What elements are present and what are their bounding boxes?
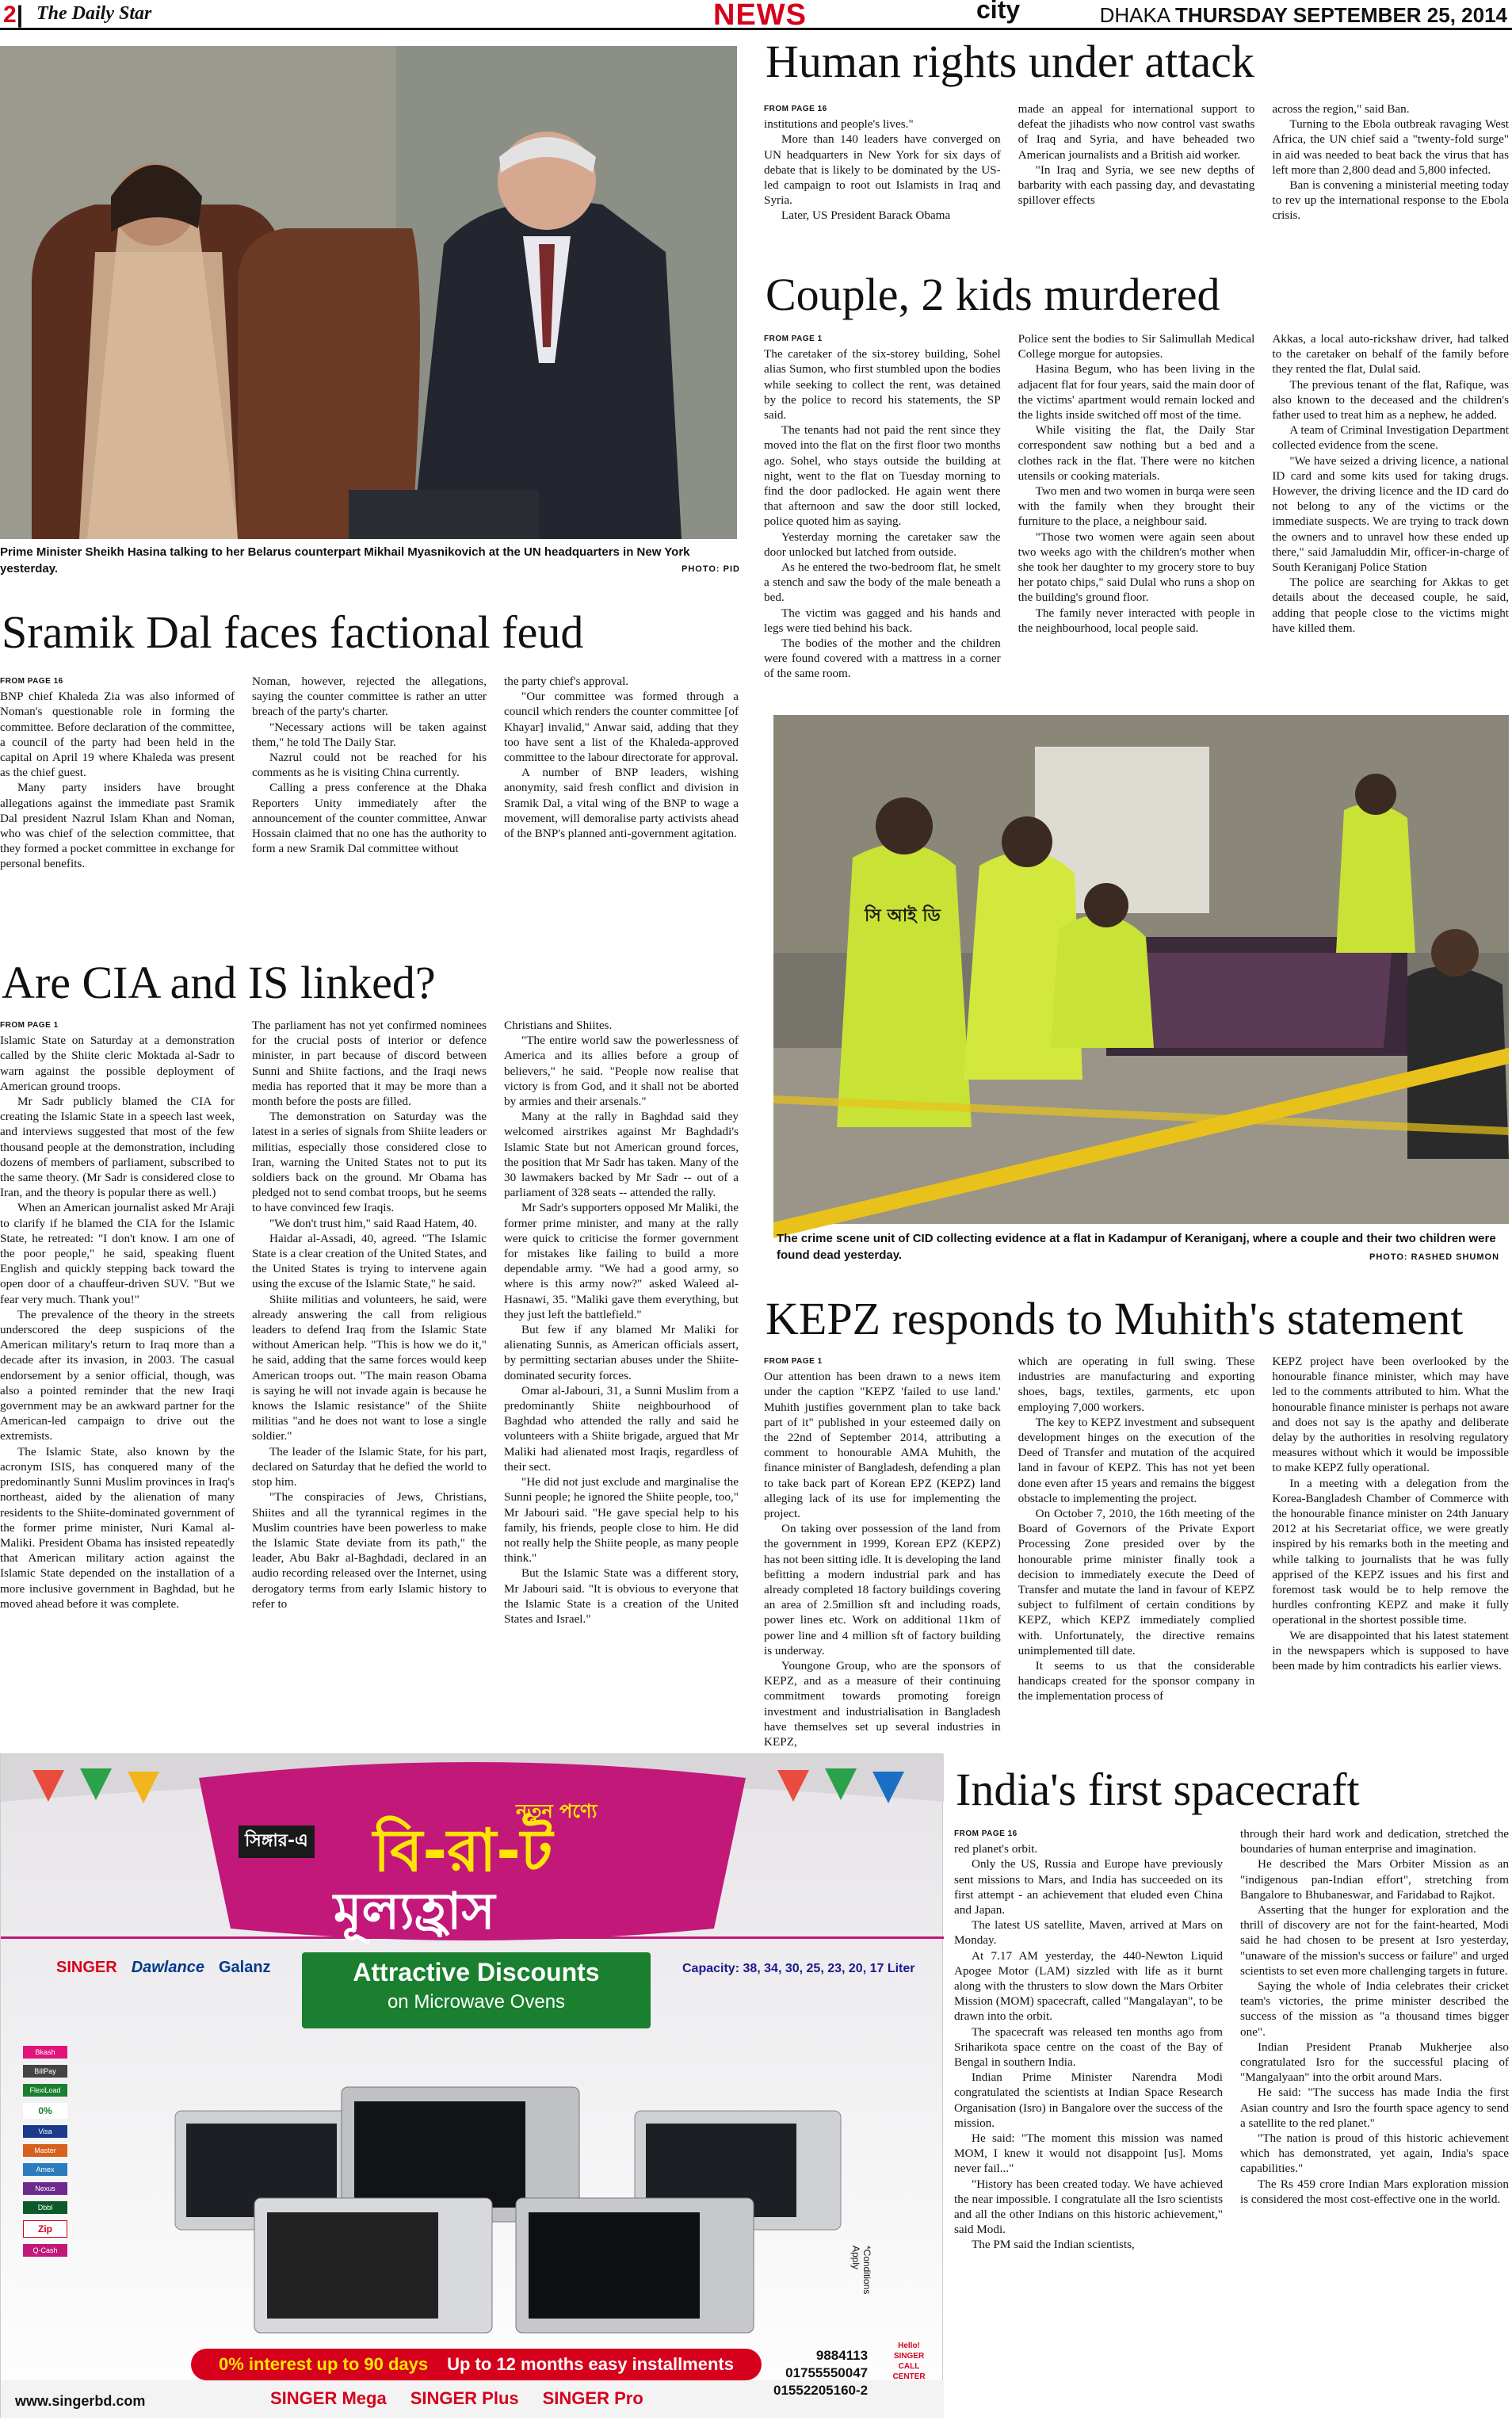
microwave-ovens-image bbox=[159, 2079, 857, 2349]
paragraph: But few if any blamed Mr Maliki for alienating Sunnis, as American officials assert, by permitting sectarian abuses under the Shiite-dominated security forces. bbox=[504, 1323, 739, 1382]
paragraph: Only the US, Russia and Europe have previously sent missions to Mars, and India has succeeded on its first attempt - an achievement that eluded even China and Japan. bbox=[954, 1857, 1223, 1917]
paragraph: through their hard work and dedication, stretched the boundaries of human enterprise and imagination. bbox=[1240, 1827, 1509, 1856]
ad-website[interactable]: www.singerbd.com bbox=[15, 2393, 146, 2409]
paragraph: Noman, however, rejected the allegations, saying the counter committee is rather an utter breach of the party's charter. bbox=[252, 675, 487, 719]
paragraph: Hasina Begum, who has been living in the adjacent flat for four years, said the main door of the victims' apartment would remain locked and the lights inside switched off most of the time. bbox=[1018, 362, 1255, 422]
paragraph: The Rs 459 crore Indian Mars exploration mission is considered the most cost-effective one in the world. bbox=[1240, 2177, 1509, 2206]
article-couple-murdered bbox=[764, 331, 1509, 698]
paragraph: "He did not just exclude and marginalise the Sunni people; he ignored the Shiite people, too," Mr Jabouri said. "He gave special help to his family, his friends, people close to him. He did not really help the Shiite people, as many people think." bbox=[504, 1475, 739, 1566]
ad-logos bbox=[270, 2388, 643, 2409]
article-column bbox=[1018, 331, 1255, 698]
ad-phones bbox=[773, 2347, 868, 2399]
paragraph: The key to KEPZ investment and subsequent development hinges on the execution of the Deed of Transfer and mutation of the acquired land in favour of KEPZ. This has not yet been done even after 15 years and remains the biggest obstacle to implementing the project. bbox=[1018, 1415, 1255, 1505]
paragraph: made an appeal for international support to defeat the jihadists who now control vast swaths of Iraq and Syria, and have beheaded two American journalists and a British aid worker. bbox=[1018, 102, 1255, 162]
paragraph: Youngone Group, who are the sponsors of KEPZ, and as a measure of their continuing commitment towards promoting foreign investment and industrialisation in Bangladesh have themselves set up several industries in KEPZ, bbox=[764, 1659, 1001, 1749]
paragraph: Nazrul could not be reached for his comments as he is visiting China currently. bbox=[252, 751, 487, 780]
badge: Visa bbox=[23, 2125, 67, 2138]
ad-banner-sub: মূল্যহ্রাস bbox=[334, 1883, 495, 1941]
paragraph: Islamic State on Saturday at a demonstration called by the Shiite cleric Moktada al-Sadr to warn against the possible deployment of American ground troops. bbox=[0, 1034, 235, 1093]
paragraph: Mr Sadr's supporters opposed Mr Maliki, the former prime minister, and many at the rally were quick to criticise the former government for mistakes like failing to build a more dependable army. "We had a good army, so where is this army now?" asked Waleed al-Hasnawi, 35. "Maliki gave them everything, but they just left the battlefield." bbox=[504, 1201, 739, 1321]
article-column bbox=[764, 331, 1001, 698]
photo-pm-meeting bbox=[0, 46, 737, 539]
brand-galanz: Galanz bbox=[218, 1959, 271, 1976]
paragraph: The victim was gagged and his hands and legs were tied behind his back. bbox=[764, 606, 1001, 635]
paragraph: The parliament has not yet confirmed nominees for the crucial posts of interior or defence minister, in part because of discord between Sunni and Shiite factions, and the Iraqi news media has reported that it may be more than a month before the posts are filled. bbox=[252, 1019, 487, 1109]
paragraph: On October 7, 2010, the 16th meeting of the Board of Governors of the Private Export Processing Zone presided over by the honourable prime minister finally took a decision to immediately execute the Deed of Transfer and mutate the land in favour of KEPZ subject to fulfilment of certain conditions by KEPZ, which KEPZ immediately complied with. Unfortunately, the directive remains unimplemented till date. bbox=[1018, 1507, 1255, 1657]
from-page-label: FROM PAGE 1 bbox=[764, 1357, 823, 1366]
paragraph: The demonstration on Saturday was the latest in a series of signals from Shiite leaders or militias, especially those considered close to Iran, warning the United States not to put its soldiers back on the ground. Mr Obama has pledged not to send combat troops, but he seems to have convinced few Iraqis. bbox=[252, 1110, 487, 1215]
ad-banner-main: বি-রা-ট bbox=[373, 1817, 553, 1885]
paragraph: Akkas, a local auto-rickshaw driver, had talked to the caretaker on behalf of the family before they rented the flat, Dulal said. bbox=[1272, 332, 1510, 377]
badge: Bkash bbox=[23, 2046, 67, 2059]
badge: Dbbl bbox=[23, 2201, 67, 2214]
article-column bbox=[0, 674, 235, 935]
brand-dawlance: Dawlance bbox=[131, 1959, 204, 1976]
page-number: 2| bbox=[3, 2, 24, 28]
badge: Nexus bbox=[23, 2182, 67, 2195]
ad-headline-box bbox=[302, 1952, 651, 2028]
paragraph: Shiite militias and volunteers, he said, were already answering the call from religious leaders to defend Iraq from the Islamic State without American help. "This is how we do it," he said, adding that the same forces would keep American troops out. "The main reason Obama is saying he will not invade again is because he knows the Islamic resistance" of the Shiite militias "and he does not want to lose a single soldier." bbox=[252, 1292, 487, 1443]
paragraph: A number of BNP leaders, wishing anonymity, said fresh conflict and division in Sramik Dal, a vital wing of the BNP to wage a movement, will demoralise party activists ahead of the BNP's planned anti-government agitation. bbox=[504, 766, 739, 841]
from-page-label: FROM PAGE 1 bbox=[0, 1021, 59, 1030]
ad-conditions: *Conditions Apply bbox=[850, 2246, 872, 2295]
photo-crime-scene bbox=[773, 715, 1509, 1224]
article-column bbox=[1240, 1826, 1509, 2416]
paragraph: We are disappointed that his latest statement in the newspapers which is supposed to have been made by him contradicts his earlier views. bbox=[1272, 1628, 1510, 1673]
paragraph: Calling a press conference at the Dhaka Reporters Unity immediately after the announcement of the counter committee, Anwar Hossain claimed that no one has the authority to form a new Sramik Dal committee without bbox=[252, 781, 487, 856]
badge: Master bbox=[23, 2144, 67, 2157]
paragraph: "Necessary actions will be taken against them," he told The Daily Star. bbox=[252, 720, 487, 749]
ad-brands bbox=[56, 1959, 271, 1977]
sub-section-title: city bbox=[976, 0, 1021, 24]
article-column bbox=[1272, 1354, 1509, 1741]
ad-subheadline: on Microwave Ovens bbox=[387, 1991, 566, 2013]
paragraph: Christians and Shiites. bbox=[504, 1019, 613, 1032]
paragraph: Indian Prime Minister Narendra Modi congratulated the scientists at Indian Space Research Organisation (Isro) in Bangalore over the success of the mission. bbox=[954, 2070, 1223, 2130]
logo-singer-pro: SINGER Pro bbox=[542, 2388, 643, 2408]
ad-interest: 0% interest up to 90 days bbox=[219, 2354, 429, 2374]
paragraph: "The nation is proud of this historic achievement which has demonstrated, yet again, India's space capabilities." bbox=[1240, 2131, 1509, 2176]
article-human-rights bbox=[764, 101, 1509, 252]
article-cia-is bbox=[0, 1018, 739, 1741]
paragraph: Turning to the Ebola outbreak ravaging West Africa, the UN chief said a "twenty-fold surge" in aid was needed to beat back the virus that has left more than 2,800 dead and 5,800 infected. bbox=[1272, 117, 1510, 177]
ad-installments: Up to 12 months easy installments bbox=[447, 2354, 734, 2374]
paragraph: Two men and two women in burqa were seen with the family when they brought their furniture to the place, a neighbour said. bbox=[1018, 484, 1255, 529]
paragraph: "History has been created today. We have achieved the near impossible. I congratulate all the Isro scientists and all the other Indians on this historic achievement," said Modi. bbox=[954, 2177, 1223, 2237]
paragraph: Mr Sadr publicly blamed the CIA for creating the Islamic State in a speech last week, and interviews suggested that most of the few thousand people at the demonstration, including dozens of members of parliament, subscribed to the same theory. (Mr Sadr is considered close to Iran, and the theory is popular there as well.) bbox=[0, 1095, 235, 1200]
photo-pm-meeting-caption: Prime Minister Sheikh Hasina talking to her Belarus counterpart Mikhail Myasnikovich at the UN headquarters in New York yesterday. bbox=[0, 545, 690, 575]
headline-sramik-dal: Sramik Dal faces factional feud bbox=[2, 606, 584, 658]
paragraph: "Those two women were again seen about two weeks ago with the children's mother when she took her daughter to my grocery store to buy her potato chips," said Dulal who runs a shop on the building's ground floor. bbox=[1018, 529, 1255, 605]
paragraph: The bodies of the mother and the children were found covered with a mattress in a corner of the same room. bbox=[764, 637, 1001, 681]
photo-crime-scene-caption: The crime scene unit of CID collecting evidence at a flat in Kadampur of Keraniganj, where a couple and their two children were found dead yesterday. bbox=[777, 1232, 1496, 1262]
paragraph: Yesterday morning the caretaker saw the door unlocked but latched from outside. bbox=[764, 529, 1001, 559]
paragraph: Our attention has been drawn to a news item under the caption "KEPZ 'failed to use land.' Muhith justifies government plan to take back part of it" published in your esteemed daily on the 22nd of September 2014, attributing a comment to honourable AMA Muhith, the finance minister of Bangladesh, defending a plan to take back part of Korean EPZ (KEPZ) land alleging lack of its use for implementing the project. bbox=[764, 1370, 1001, 1521]
article-column bbox=[764, 101, 1001, 252]
ad-call-center: Hello! SINGER CALL CENTER bbox=[892, 2342, 926, 2381]
logo-singer-mega: SINGER Mega bbox=[270, 2388, 387, 2408]
from-page-label: FROM PAGE 16 bbox=[954, 1829, 1018, 1838]
paragraph: institutions and people's lives." bbox=[764, 117, 914, 132]
paragraph: The caretaker of the six-storey building, Sohel alias Sumon, who first stumbled upon the bodies while seeking to collect the rent, was detained by the police to record his statements, the SP said. bbox=[764, 347, 1001, 422]
paragraph: The PM said the Indian scientists, bbox=[972, 2238, 1135, 2252]
ad-payment-badges bbox=[23, 2046, 67, 2257]
paragraph: KEPZ project have been overlooked by the honourable finance minister, which may have led to the comments attributed to him. What the honourable finance minister is perhaps not aware and does not say is the apathy and deliberate delay by the authorities in resolving regulatory measures without which it would be impossible to make KEPZ fully operational. bbox=[1272, 1355, 1510, 1475]
paragraph: In a meeting with a delegation from the Korea-Bangladesh Chamber of Commerce with the honourable finance minister on 24th January 2012 at his Secretariat office, we were greatly inspired by his remarks both in the meeting and while talking to journalists that he was fully apprised of the KEPZ issues and his first and foremost task would be to help remove the hurdles confronting KEPZ and make it fully operational in the shortest possible time. bbox=[1272, 1476, 1510, 1627]
logo-singer-plus: SINGER Plus bbox=[410, 2388, 519, 2408]
badge: 0% bbox=[23, 2103, 67, 2119]
badge: Zip bbox=[23, 2220, 67, 2238]
paragraph: red planet's orbit. bbox=[954, 1842, 1038, 1856]
paragraph: "We have seized a driving licence, a national ID card and some kits used for taking drugs. However, the driving licence and the ID card do not belong to any of the victims or the immediate suspects. We are trying to track down the owners and to unravel how these ended up there," said Jamaluddin Mir, officer-in-charge of South Keraniganj Police Station bbox=[1272, 453, 1510, 575]
masthead bbox=[0, 0, 1512, 30]
ad-singer-tag: সিঙ্গার-এ bbox=[239, 1826, 315, 1858]
paragraph: A team of Criminal Investigation Department collected evidence from the scene. bbox=[1272, 423, 1510, 453]
ad-phone: 9884113 bbox=[815, 2348, 869, 2363]
paragraph: But the Islamic State was a different story, Mr Jabouri said. "It is obvious to everyone that the Islamic State is a creation of the United States and Israel." bbox=[504, 1566, 739, 1626]
paragraph: The tenants had not paid the rent since they moved into the flat on the first floor two months ago. Sohel, who stays outside the building at night, went to the flat on Tuesday morning to find the door padlocked. He again went there that afternoon and saw the door still locked, police quoted him as saying. bbox=[764, 423, 1001, 529]
ad-offer-bar bbox=[191, 2349, 762, 2380]
article-column bbox=[1018, 101, 1255, 252]
article-column bbox=[764, 1354, 1001, 1749]
paragraph: "The conspiracies of Jews, Christians, Shiites and all the tyrannical regimes in the Muslim countries have been powerless to make the Islamic State deviate from its path," the leader, Abu Bakr al-Baghdadi, declared in an audio recording released over the Internet, using derogatory terms from early Islamic history to refer to bbox=[252, 1490, 487, 1611]
singer-advertisement[interactable] bbox=[0, 1753, 943, 2418]
headline-human-rights: Human rights under attack bbox=[766, 36, 1254, 87]
article-column bbox=[504, 674, 739, 935]
paragraph: Later, US President Barack Obama bbox=[781, 208, 951, 223]
paragraph: across the region," said Ban. bbox=[1272, 102, 1410, 116]
paragraph: When an American journalist asked Mr Araji to clarify if he blamed the CIA for the Islamic State, he retreated: "I don't know. I am one of the poor people," he said, speaking fluent English and quickly stepping back toward the open door of a chauffeur-driven SUV. "But we fear very much. Thank you!" bbox=[0, 1201, 235, 1306]
paragraph: "The entire world saw the powerlessness of America and its allies before a group of believers," he said. "People now realise that victory is from God, and it shall not be aborted by armies and their arsenals." bbox=[504, 1034, 739, 1109]
photo-crime-scene-credit: PHOTO: RASHED SHUMON bbox=[1369, 1252, 1500, 1262]
article-column bbox=[1272, 101, 1509, 252]
vest-text: সি আই ডি bbox=[865, 906, 941, 926]
badge: Amex bbox=[23, 2163, 67, 2176]
paragraph: More than 140 leaders have converged on UN headquarters in New York for six days of debate that is likely to be dominated by the US-led campaign to root out Islamists in Iraq and Syria. bbox=[764, 132, 1001, 208]
paragraph: the party chief's approval. bbox=[504, 675, 629, 688]
paragraph: The latest US satellite, Maven, arrived at Mars on Monday. bbox=[954, 1918, 1223, 1948]
ad-banner-small: নতুন পণ্যে bbox=[516, 1800, 598, 1822]
paragraph: Indian President Pranab Mukherjee also congratulated Isro for the successful placing of "Mangalyaan" into the orbit around Mars. bbox=[1240, 2040, 1509, 2085]
paper-name: The Daily Star bbox=[36, 3, 152, 24]
paragraph: The police are searching for Akkas to get details about the deceased couple, he said, adding that people close to the victims might have killed them. bbox=[1272, 575, 1510, 635]
dateline: DHAKA THURSDAY SEPTEMBER 25, 2014 bbox=[1099, 3, 1507, 27]
article-column bbox=[252, 674, 487, 935]
headline-india-spacecraft: India's first spacecraft bbox=[956, 1764, 1360, 1815]
article-column bbox=[504, 1018, 739, 1741]
paragraph: As he entered the two-bedroom flat, he smelt a stench and saw the body of the male beneath a bed. bbox=[764, 560, 1001, 605]
paragraph: BNP chief Khaleda Zia was also informed of Noman's questionable role in forming the committee. Before declaration of the committee, a council of the party had been held in the capital on April 19 where Khaleda was present as the chief guest. bbox=[0, 690, 235, 780]
article-column bbox=[954, 1826, 1223, 2416]
paragraph: Many at the rally in Baghdad said they welcomed airstrikes against Mr Baghdadi's Islamic State but not American ground forces, the position that Mr Sadr has taken. Many of the 30 lawmakers backed by Mr Sadr -- out of a parliament of 328 seats -- attended the rally. bbox=[504, 1110, 739, 1200]
paragraph: "Our committee was formed through a council which renders the counter committee [of Khayar] invalid," Anwar said, adding that they too have sent a list of the Khaleda-approved committee to the labour directorate for approval. bbox=[504, 690, 739, 765]
brand-singer: SINGER bbox=[56, 1959, 117, 1976]
paragraph: Police sent the bodies to Sir Salimullah Medical College morgue for autopsies. bbox=[1018, 332, 1255, 361]
paragraph: He said: "The moment this mission was named MOM, I knew it would not disappoint [us]. Moms never fail..." bbox=[954, 2131, 1223, 2176]
paragraph: At 7.17 AM yesterday, the 440-Newton Liquid Apogee Motor (LAM) sizzled with life as it burnt along with the thrusters to slow down the Mars Orbiter Mission (MOM) spacecraft, called "Mangalayan", to be drawn into the orbit. bbox=[954, 1948, 1223, 2024]
article-column bbox=[1272, 331, 1509, 698]
paragraph: The prevalence of the theory in the streets underscored the deep suspicions of the American military's return to Iraq more than a decade after its invasion, in 2003. The casual endorsement by a senior official, though, was also a pointed reminder that the new Iraqi government may be an awkward partner for the American-led campaign to drive out the extremists. bbox=[0, 1307, 235, 1443]
ad-phone: 01552205160-2 bbox=[773, 2383, 869, 2398]
article-sramik-dal bbox=[0, 674, 739, 935]
paragraph: The family never interacted with people in the neighbourhood, local people said. bbox=[1018, 606, 1255, 635]
from-page-label: FROM PAGE 16 bbox=[764, 105, 827, 113]
paragraph: The Islamic State, also known by the acronym ISIS, has conquered many of the predominantly Sunni Muslim provinces in Iraq's northeast, aided by the alienation of many residents to the Shiite-dominated government of the former prime minister, Nuri Kamal al-Maliki. President Obama has insisted repeatedly that American military action against the Islamic State depended on the installation of a more inclusive government in Baghdad, but he moved ahead before it was complete. bbox=[0, 1444, 235, 1611]
ad-phone: 01755550047 bbox=[785, 2365, 869, 2380]
paragraph: The previous tenant of the flat, Rafique, was also known to the deceased and the children's father used to treat him as a nephew, he added. bbox=[1272, 377, 1510, 422]
badge: BillPay bbox=[23, 2065, 67, 2078]
from-page-label: FROM PAGE 1 bbox=[764, 335, 823, 343]
headline-couple-murdered: Couple, 2 kids murdered bbox=[766, 269, 1220, 320]
paragraph: He said: "The success has made India the first Asian country and Isro the fourth space agency to send a satellite to the red planet." bbox=[1240, 2085, 1509, 2130]
badge: Q-Cash bbox=[23, 2244, 67, 2257]
article-column bbox=[252, 1018, 487, 1741]
paragraph: which are operating in full swing. These industries are manufacturing and exporting shoes, bags, textiles, garments, etc upon employing 7,000 workers. bbox=[1018, 1355, 1255, 1414]
paragraph: Many party insiders have brought allegations against the immediate past Sramik Dal president Nazrul Islam Khan and Noman, who was chief of the selection committee, that they formed a pocket committee in exchange for personal benefits. bbox=[0, 781, 235, 871]
paragraph: "In Iraq and Syria, we see new depths of barbarity with each passing day, and devastating spillover effects bbox=[1018, 162, 1255, 208]
paragraph: The spacecraft was released ten months ago from Sriharikota space centre on the coast of the Bay of Bengal in southern India. bbox=[954, 2024, 1223, 2070]
paragraph: It seems to us that the considerable handicaps created for the sponsor company in the implementation process of bbox=[1018, 1659, 1255, 1703]
section-title: NEWS bbox=[713, 0, 807, 32]
paragraph: He described the Mars Orbiter Mission as an "indigenous pan-Indian effort", stretching from Bangalore to Bhubaneswar, and Faridabad to Rajkot. bbox=[1240, 1857, 1509, 1902]
headline-kepz: KEPZ responds to Muhith's statement bbox=[766, 1293, 1464, 1344]
photo-pm-meeting-credit: PHOTO: PID bbox=[682, 564, 740, 574]
paragraph: On taking over possession of the land from the government in 1999, Korean EPZ (KEPZ) has not been sitting idle. It is developing the land befitting a modern industrial park and has already completed 18 factory buildings covering an area of 2.5million sft and including roads, power lines etc. Work on additional 11km of power line and 4 million sft of factory building is underway. bbox=[764, 1522, 1001, 1657]
paragraph: Haidar al-Assadi, 40, agreed. "The Islamic State is a clear creation of the United States, and the United States is trying to intervene again using the excuse of the Islamic State," he said. bbox=[252, 1231, 487, 1291]
article-column bbox=[0, 1018, 235, 1741]
paragraph: Ban is convening a ministerial meeting today to rev up the international response to the Ebola crisis. bbox=[1272, 178, 1510, 223]
article-kepz bbox=[764, 1354, 1510, 1749]
paragraph: Saying the whole of India celebrates their cricket team's victories, the prime minister described the success of the mission as "a thousand times bigger one". bbox=[1240, 1979, 1509, 2039]
paragraph: The leader of the Islamic State, for his part, declared on Saturday that he defied the world to stop him. bbox=[252, 1444, 487, 1489]
article-column bbox=[1018, 1354, 1255, 1741]
paragraph: "We don't trust him," said Raad Hatem, 40. bbox=[269, 1216, 477, 1230]
ad-headline: Attractive Discounts bbox=[353, 1958, 600, 1986]
headline-cia-is: Are CIA and IS linked? bbox=[2, 957, 436, 1008]
photo-pm-meeting-image bbox=[0, 46, 737, 539]
badge: FlexiLoad bbox=[23, 2084, 67, 2097]
photo-crime-scene-image bbox=[773, 715, 1509, 1224]
article-india-spacecraft bbox=[954, 1826, 1509, 2416]
from-page-label: FROM PAGE 16 bbox=[0, 677, 63, 686]
paragraph: Omar al-Jabouri, 31, a Sunni Muslim from a predominantly Shiite neighbourhood of Baghdad who attended the rally and said he volunteers with a Shiite brigade, argued that Mr Maliki had alienated most Iraqis, regardless of their sect. bbox=[504, 1383, 739, 1474]
paragraph: While visiting the flat, the Daily Star correspondent saw nothing but a bed and a clothes rack in the flat. There were no kitchen utensils or cooking materials. bbox=[1018, 423, 1255, 483]
paragraph: Asserting that the hunger for exploration and the thrill of discovery are not for the faint-hearted, Modi said he had chosen to be present at Isro yesterday, "unaware of the mission's success or failure" and urged scientists to set even more challenging targets in future. bbox=[1240, 1903, 1509, 1978]
ad-capacity: Capacity: 38, 34, 30, 25, 23, 20, 17 Liter bbox=[682, 1962, 915, 1975]
